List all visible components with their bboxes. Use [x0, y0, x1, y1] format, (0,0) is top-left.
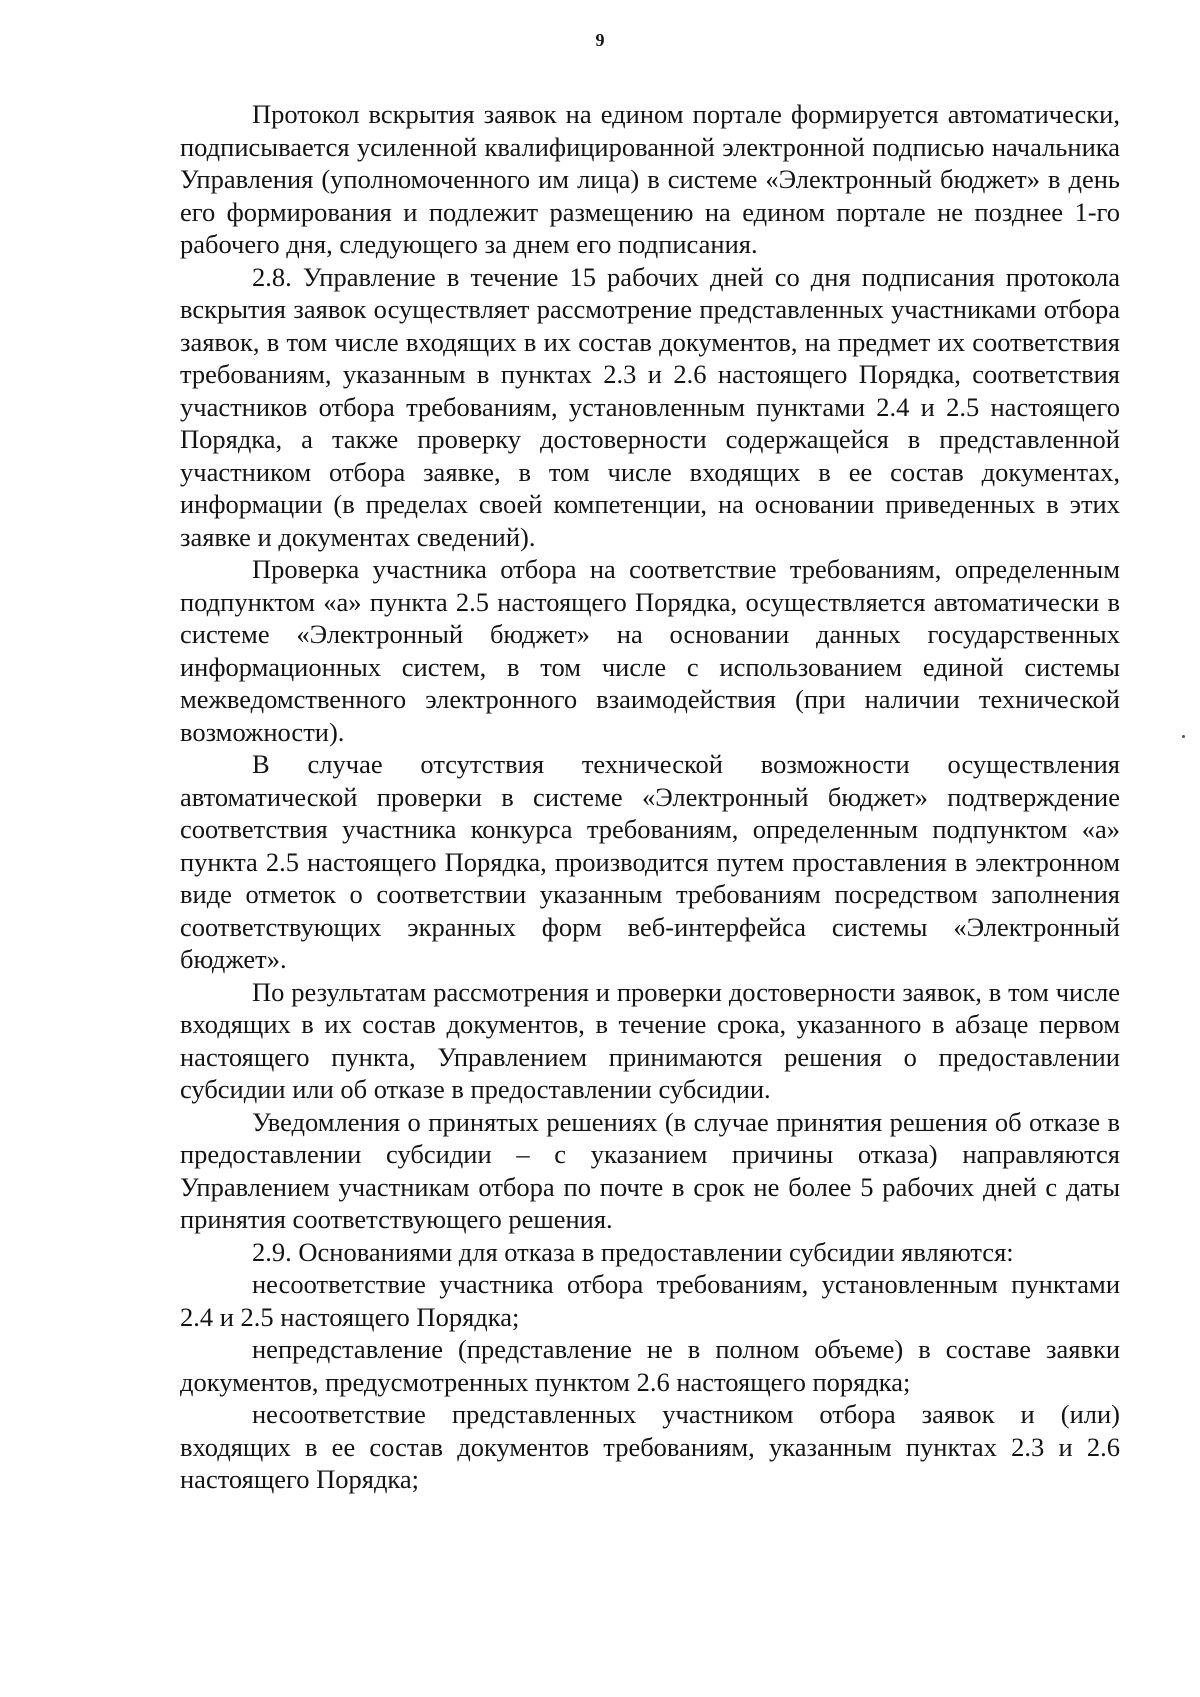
paragraph-2-9: 2.9. Основаниями для отказа в предоставлении субсидии являются:	[252, 1236, 1014, 1267]
scan-speck	[1182, 735, 1185, 738]
paragraph-protocol: Протокол вскрытия заявок на едином портале формируется автоматически, подписывается усиленной квалифицированной электронной подписью начальника Управления (уполномоченного им лица) в системе «Электронный бюджет» в день его формирования и подлежит размещению на едином портале не позднее 1-го рабочего дня, следующего за днем его подписания.	[180, 99, 1120, 259]
document-body	[180, 98, 1120, 1496]
paragraph-reason-2: непредставление (представление не в полном объеме) в составе заявки документов, предусмотренных пунктом 2.6 настоящего порядка;	[180, 1334, 1120, 1397]
paragraph-no-technical-possibility: В случае отсутствия технической возможности осуществления автоматической проверки в системе «Электронный бюджет» подтверждение соответствия участника конкурса требованиям, определенным подпунктом «а» пункта 2.5 настоящего Порядка, производится путем проставления в электронном виде отметок о соответствии указанным требованиям посредством заполнения соответствующих экранных форм веб-интерфейса системы «Электронный бюджет».	[180, 749, 1120, 974]
paragraph-results: По результатам рассмотрения и проверки достоверности заявок, в том числе входящих в их состав документов, в течение срока, указанного в абзаце первом настоящего пункта, Управлением принимаются решения о предоставлении субсидии или об отказе в предоставлении субсидии.	[180, 976, 1120, 1104]
paragraph-check-participant: Проверка участника отбора на соответствие требованиям, определенным подпунктом «а» пункта 2.5 настоящего Порядка, осуществляется автоматически в системе «Электронный бюджет» на основании данных государственных информационных систем, в том числе с использованием единой системы межведомственного электронного взаимодействия (при наличии технической возможности).	[180, 554, 1120, 747]
paragraph-notifications: Уведомления о принятых решениях (в случае принятия решения об отказе в предоставлении субсидии – с указанием причины отказа) направляются Управлением участникам отбора по почте в срок не более 5 рабочих дней с даты принятия соответствующего решения.	[180, 1106, 1120, 1234]
paragraph-reason-3: несоответствие представленных участником отбора заявок и (или) входящих в ее состав документов требованиям, указанным пунктах 2.3 и 2.6 настоящего Порядка;	[180, 1399, 1120, 1494]
paragraph-reason-1: несоответствие участника отбора требованиям, установленным пунктами 2.4 и 2.5 настоящего Порядка;	[180, 1269, 1120, 1332]
paragraph-2-8: 2.8. Управление в течение 15 рабочих дней со дня подписания протокола вскрытия заявок осуществляет рассмотрение представленных участниками отбора заявок, в том числе входящих в их состав документов, на предмет их соответствия требованиям, указанным в пунктах 2.3 и 2.6 настоящего Порядка, соответствия участников отбора требованиям, установленным пунктами 2.4 и 2.5 настоящего Порядка, а также проверку достоверности содержащейся в представленной участником отбора заявке, в том числе входящих в ее состав документах, информации (в пределах своей компетенции, на основании приведенных в этих заявке и документах сведений).	[180, 261, 1120, 552]
page-number: 9	[595, 30, 605, 50]
